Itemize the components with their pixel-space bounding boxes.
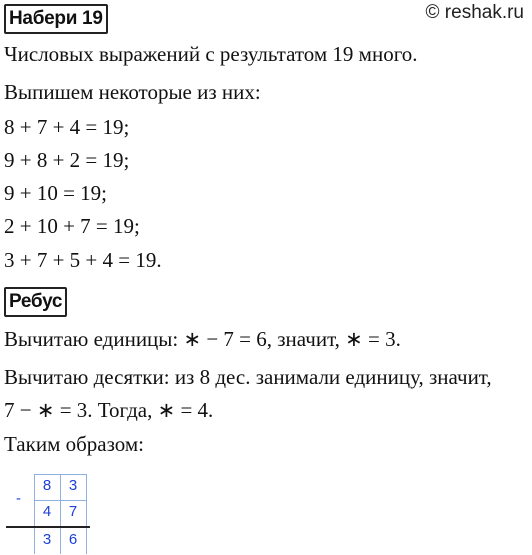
column-subtraction <box>4 474 94 554</box>
expression-1: 8 + 7 + 4 = 19; <box>4 115 130 139</box>
rebus-line-1: Вычитаю единицы: ∗ − 7 = 6, значит, ∗ = 3. <box>4 327 401 351</box>
expression-5: 3 + 7 + 5 + 4 = 19. <box>4 248 162 272</box>
rebus-line-3: 7 − ∗ = 3. Тогда, ∗ = 4. <box>4 398 214 422</box>
expression-2: 9 + 8 + 2 = 19; <box>4 148 130 172</box>
section-title-nabери-19: Набери 19 <box>4 4 108 34</box>
expression-3: 9 + 10 = 19; <box>4 181 108 205</box>
subtrahend-digit-tens: 4 <box>42 503 52 520</box>
section-title-rebus: Ребус <box>4 287 67 317</box>
rebus-line-2: Вычитаю десятки: из 8 дес. занимали единицу, значит, <box>4 365 492 389</box>
result-bar <box>6 526 90 528</box>
rebus-line-4: Таким образом: <box>4 432 145 456</box>
result-digit-tens: 3 <box>42 531 52 548</box>
result-digit-ones: 6 <box>68 531 78 548</box>
text-line-1: Числовых выражений с результатом 19 много. <box>4 42 418 66</box>
minus-sign: - <box>16 490 21 507</box>
minuend-digit-tens: 8 <box>42 477 52 494</box>
text-line-2: Выпишем некоторые из них: <box>4 80 261 104</box>
subtrahend-digit-ones: 7 <box>68 503 78 520</box>
grid-vline-3 <box>86 474 87 554</box>
minuend-digit-ones: 3 <box>68 477 78 494</box>
grid-hline-mid <box>34 500 86 501</box>
grid-hline-top <box>34 474 86 475</box>
watermark: © reshak.ru <box>425 2 524 23</box>
expression-4: 2 + 10 + 7 = 19; <box>4 214 140 238</box>
